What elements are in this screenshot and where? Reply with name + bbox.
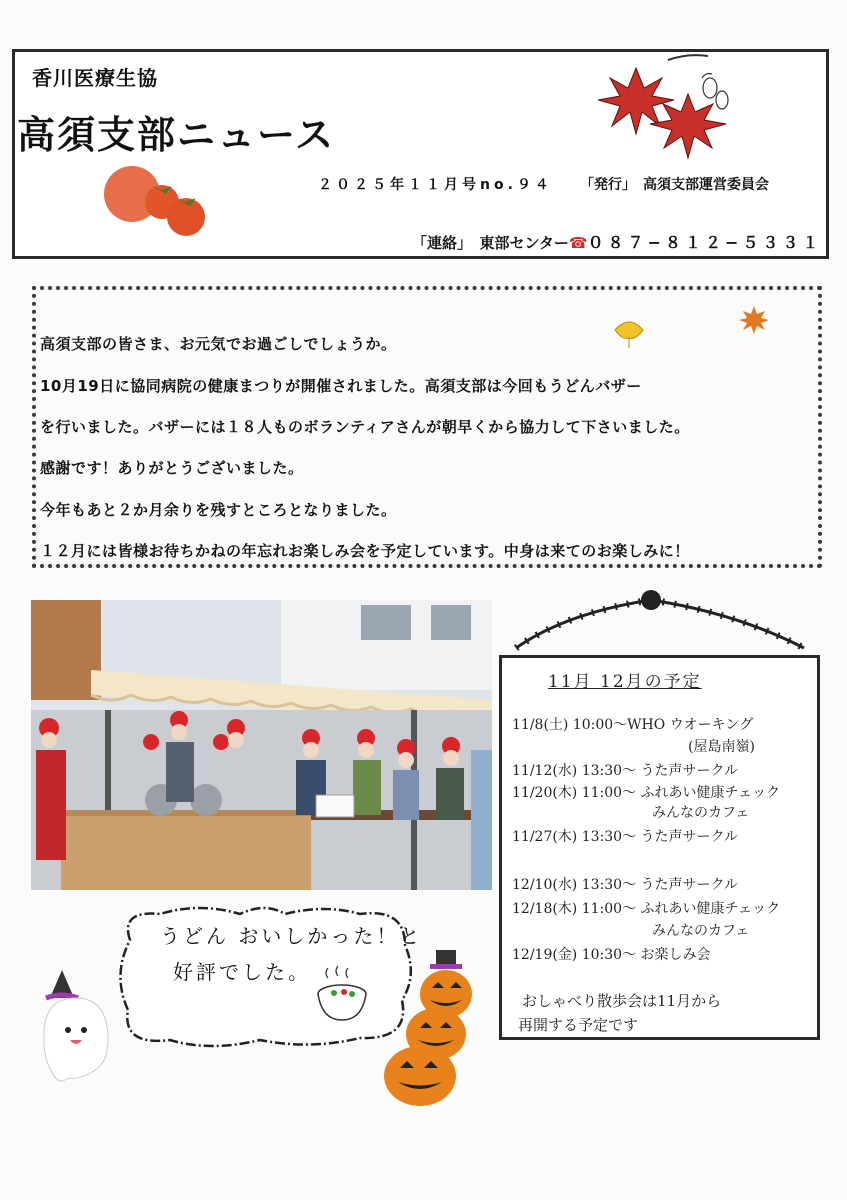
ginkgo-icon <box>612 318 646 352</box>
message-line: を行いました。バザーには１８人ものボランティアさんが朝早くから協力して下さいました。 <box>40 418 690 436</box>
contact-line <box>412 230 822 253</box>
schedule-item: 11/27(木) 13:30〜 うた声サークル <box>512 829 739 845</box>
page-title: 高須支部ニュース <box>17 113 336 157</box>
schedule-board <box>499 655 820 1040</box>
schedule-item: 11/20(木) 11:00〜 ふれあい健康チェック <box>512 785 781 801</box>
schedule-title: 11月 12月の予定 <box>548 672 702 692</box>
ghost-icon <box>38 968 116 1086</box>
publisher: 「発行」 高須支部運営委員会 <box>580 177 769 193</box>
udon-bowl-icon <box>314 962 370 1022</box>
persimmon-icon <box>100 162 212 238</box>
schedule-item: (屋島南嶺) <box>688 739 755 755</box>
schedule-item: みんなのカフェ <box>652 923 750 939</box>
maple-leaf-icon <box>598 48 738 166</box>
message-line: １２月には皆様お待ちかねの年忘れお楽しみ会を予定しています。中身は来てのお楽しみに！ <box>40 542 690 560</box>
message-line: 今年もあと２か月余りを残すところとなりました。 <box>40 501 397 519</box>
message-line: 感謝です！ありがとうございました。 <box>40 459 304 477</box>
schedule-item: 12/19(金) 10:30〜 お楽しみ会 <box>512 947 711 963</box>
contact-label: 「連絡」 東部センター <box>412 234 569 252</box>
org-name: 香川医療生協 <box>32 66 158 90</box>
maple-leaf-small-icon <box>738 304 770 336</box>
bubble-line: うどん おいしかった！と <box>160 924 423 948</box>
bazaar-photo <box>31 600 492 890</box>
schedule-item: 12/18(木) 11:00〜 ふれあい健康チェック <box>512 901 781 917</box>
schedule-note-line: おしゃべり散歩会は11月から <box>522 992 722 1010</box>
phone-number: ０８７−８１２−５３３１ <box>587 233 823 252</box>
jack-o-lantern-icon <box>378 948 478 1110</box>
schedule-note-line: 再開する予定です <box>518 1016 639 1034</box>
message-line: 10月19日に協同病院の健康まつりが開催されました。高須支部は今回もうどんバザー <box>40 377 642 395</box>
schedule-item: 12/10(水) 13:30〜 うた声サークル <box>512 877 739 893</box>
issue-number: ２０２５年１１月号no.９４ <box>318 177 553 193</box>
schedule-item: 11/8(土) 10:00〜WHO ウオーキング <box>512 717 754 733</box>
schedule-item: 11/12(水) 13:30〜 うた声サークル <box>512 763 739 779</box>
phone-icon: ☎ <box>568 234 588 252</box>
bubble-line: 好評でした。 <box>173 960 311 984</box>
schedule-item: みんなのカフェ <box>652 805 750 821</box>
message-line: 高須支部の皆さま、お元気でお過ごしでしょうか。 <box>40 335 397 353</box>
board-hanger <box>506 588 814 658</box>
